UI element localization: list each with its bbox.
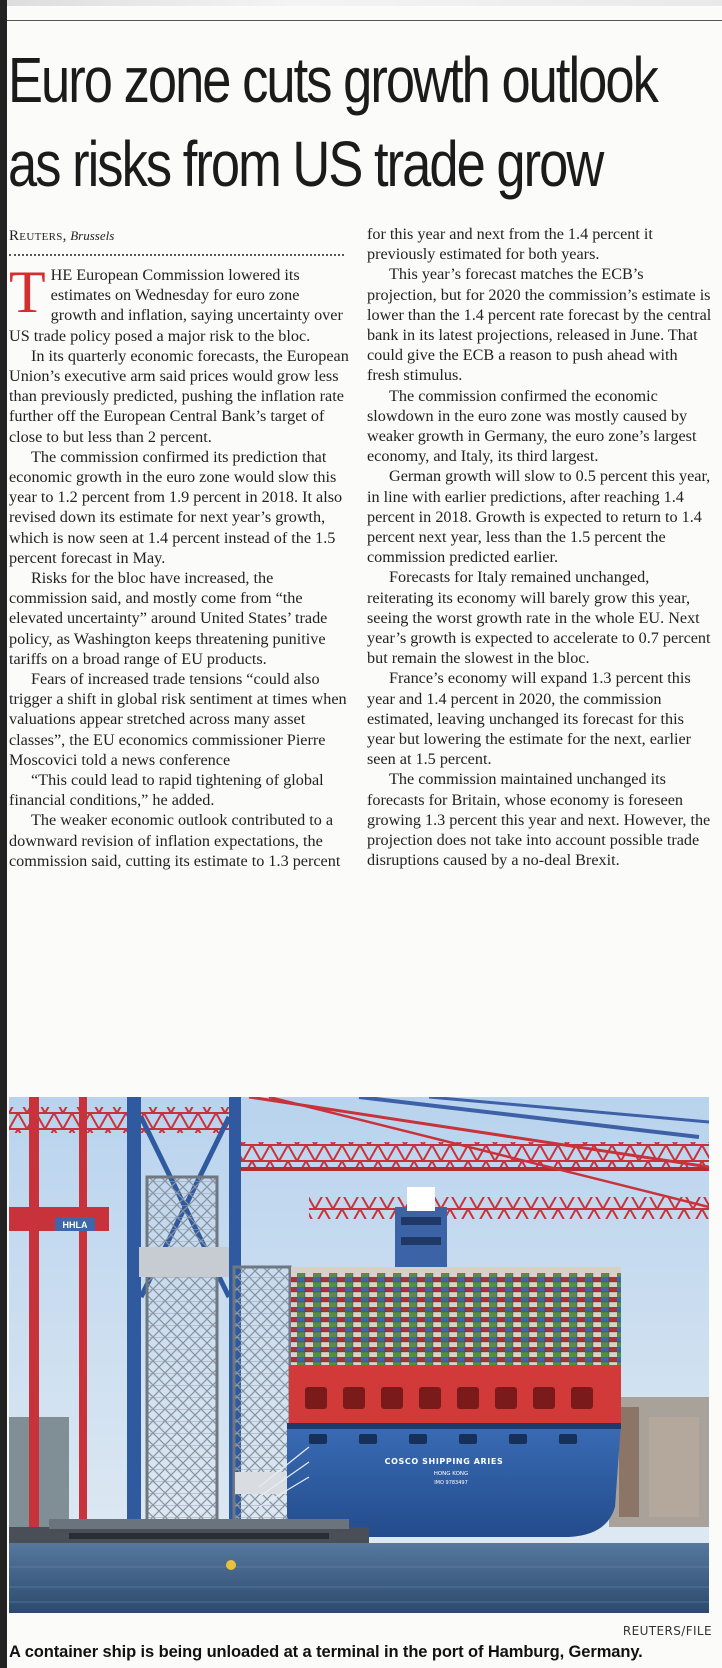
paragraph-text: HE European Commission lowered its estimates on Wednesday for euro zone growth and inflation, saying uncertainty over US trade policy posed a major risk to the bloc.	[9, 266, 343, 345]
article-paragraph: The weaker economic outlook contributed to a downward revision of inflation expectations, the commission said, cutting its estimate to 1.3 percent	[9, 811, 341, 870]
article-paragraph: Fears of increased trade tensions “could also trigger a shift in global risk sentiment at times when valuations appear stretched across many asset classes”, the EU economics commissioner Pierre Moscovici told a news conference	[9, 670, 347, 769]
article-paragraph	[9, 259, 349, 346]
article-column-1	[9, 259, 349, 871]
headline	[8, 38, 657, 206]
ship-name: COSCO SHIPPING ARIES	[384, 1457, 504, 1466]
article-column-2	[367, 224, 712, 871]
byline-agency: Reuters,	[9, 228, 67, 244]
article-paragraph: for this year and next from the 1.4 percent it previously estimated for both years.	[367, 225, 653, 264]
top-strip	[7, 0, 722, 6]
drop-cap: T	[9, 259, 46, 325]
article-paragraph: In its quarterly economic forecasts, the European Union’s executive arm said prices would grow less than previously predicted, pushing the inflation rate further off the European Central Bank’s target of close to but less than 2 percent.	[9, 346, 349, 446]
article-paragraph: German growth will slow to 0.5 percent this year, in line with earlier predictions, after reaching 1.4 percent in 2018. Growth is expected to return to 1.4 percent next year, less than the 1.5 percent the commission predicted earlier.	[367, 467, 711, 567]
headline-line-1: Euro zone cuts growth outlook	[8, 44, 657, 116]
headline-line-2: as risks from US trade grow	[8, 128, 603, 200]
photo-illustration	[9, 1097, 709, 1613]
article-paragraph: The commission maintained unchanged its forecasts for Britain, whose economy is foreseen growing 1.3 percent this year and next. However, the projection does not take into account possible trade disruptions caused by a no-deal Brexit.	[367, 770, 711, 870]
dotted-divider	[9, 254, 344, 256]
byline	[9, 228, 114, 245]
article-paragraph: Risks for the bloc have increased, the commission said, and mostly come from “the elevated uncertainty” around United States’ trade policy, as Washington keeps threatening punitive tariffs on a broad range of EU products.	[9, 569, 328, 668]
crane-logo: HHLA	[62, 1220, 88, 1230]
article-paragraph: France’s economy will expand 1.3 percent this year and 1.4 percent in 2020, the commission estimated, leaving unchanged its forecast for this year but lowering the estimate for the next, earlier seen at 1.5 percent.	[367, 669, 692, 769]
ship-imo: IMO 9783497	[434, 1480, 468, 1486]
article-paragraph: The commission confirmed its prediction that economic growth in the euro zone would slow this year to 1.2 percent from 1.9 percent in 2018. It also revised down its estimate for next year’s growth, which is now seen at 1.4 percent instead of the 1.5 percent forecast in May.	[9, 447, 343, 567]
article-paragraph: “This could lead to rapid tightening of global financial conditions,” he added.	[9, 771, 324, 810]
container-ship-photo	[9, 1097, 709, 1613]
byline-place: Brussels	[70, 228, 115, 243]
article-paragraph: The commission confirmed the economic slowdown in the euro zone was mostly caused by weaker growth in Germany, the euro zone’s largest economy, and Italy, its third largest.	[367, 386, 697, 466]
photo-credit: REUTERS/FILE	[622, 1624, 712, 1638]
article-paragraph: This year’s forecast matches the ECB’s projection, but for 2020 the commission’s estimate is lower than the 1.4 percent rate forecast by the central bank in its latest projections, released in June. That could give the ECB a reason to push ahead with fresh stimulus.	[367, 265, 712, 385]
top-rule	[7, 20, 722, 21]
ship-port: HONG KONG	[433, 1471, 469, 1477]
article-paragraph: Forecasts for Italy remained unchanged, reiterating its economy will barely grow this year, seeing the worst growth rate in the whole EU. Next year’s growth is expected to accelerate to 0.7 percent but remain the slowest in the bloc.	[367, 568, 711, 668]
photo-caption: A container ship is being unloaded at a terminal in the port of Hamburg, Germany.	[9, 1643, 643, 1661]
page-gutter-edge	[0, 0, 7, 1668]
